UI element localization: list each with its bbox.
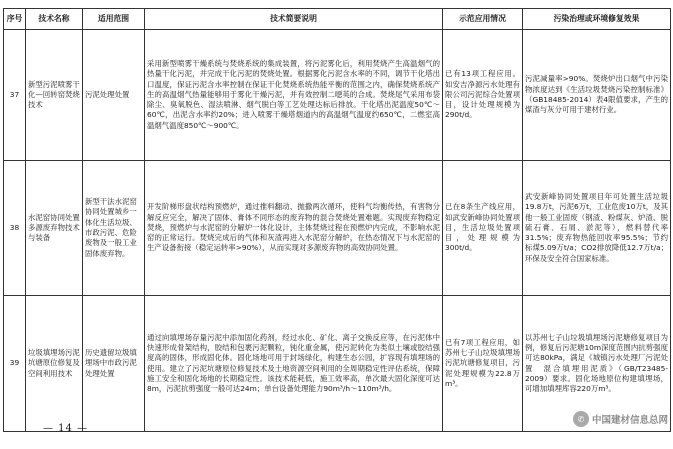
treatment-effect: 污泥减量率>90%。焚烧炉出口烟气中污染物浓度达到《生活垃圾焚烧污染控制标准》（GB18485-2014）表4限值要求，产生的煤渣与灰分可用于建材行业。 (523, 30, 671, 161)
col-header-effect: 污染治理或环境修复效果 (523, 9, 671, 30)
watermark (573, 411, 668, 427)
tech-scope: 新型干法水泥窑协同处置城乡一体化生活垃圾、市政污泥、危险废物及一般工业固体废弃物。 (83, 161, 145, 296)
demo-application: 已在8条生产线应用，如武安新峰协同处置项目，生活垃圾处置项目，处理规模为300t/d。 (443, 161, 523, 296)
tech-scope: 污泥处理处置 (83, 30, 145, 161)
wechat-icon: ✆ (573, 411, 589, 427)
row-number: 38 (4, 161, 26, 296)
table-header-row (4, 9, 671, 30)
tech-description: 通过向填埋场存量污泥中添加固化药剂，经过水化、矿化、离子交换反应等，在污泥体中快速形成骨架结构，胶结和包裹污泥颗粒，钝化重金属，使污泥转化为类似土壤或胶结强度高的固体，形成固化体。固化场地可用于封场绿化，构建生态公园，扩容现有填埋场的使用。建立了污泥坑塘原位修复技术及土地资源空间利用的全周期稳定性评估系统，保障施工安全和固化场地的长期稳定性。该技术能耗低，施工效率高，单次最大固化深度可达8m，污泥抗剪强度一般可达24m；单台设备处理能力90m³/h～110m³/h。 (145, 296, 443, 432)
table-row (4, 161, 671, 296)
tech-name: 水泥窑协同处置多源废弃物技术与装备 (26, 161, 83, 296)
page-number: — 14 — (43, 423, 89, 434)
col-header-desc: 技术简要说明 (145, 9, 443, 30)
col-header-scope: 适用范围 (83, 9, 145, 30)
demo-application: 已有7项工程应用，如苏州七子山垃圾填埋场污泥坑塘修复项目，污泥处理规模为22.8万m³。 (443, 296, 523, 432)
row-number: 39 (4, 296, 26, 432)
tech-description: 开发阶梯形盘状结构预燃炉，通过推料翻动、抛撒两次循环，使料气均衡传热，有害物分解反应完全，解决了固体、膏体不同形态的废弃物的混合焚烧处置难题。实现废弃物稳定焚烧，预燃炉与水泥窑的分解炉一体化设计，主体焚烧过程在预燃炉内完成，不影响水泥窑的正常运行。焚烧完成后的气体和灰渣再进入水泥窑分解炉，在热态情况下与水泥窑的生产设备衔接（稳定运转率>90%），从而实现对多源废弃物的高效协同处置。 (145, 161, 443, 296)
table-row (4, 30, 671, 161)
table-row (4, 296, 671, 432)
col-header-demo: 示范应用情况 (443, 9, 523, 30)
tech-name: 垃圾填埋场污泥坑塘原位修复及空间利用技术 (26, 296, 83, 432)
technology-table (3, 8, 671, 432)
demo-application: 已有13项工程应用。如安吉净源污水处理有限公司污泥综合处置项目，设计处理规模为290t/d。 (443, 30, 523, 161)
watermark-text: 中国建材信息总网 (591, 415, 668, 426)
tech-description: 采用新型喷雾干燥系统与焚烧系统的集成装置，将污泥雾化后，利用焚烧产生高温烟气的热量干化污泥，并完成干化污泥的焚烧处置。根据雾化污泥含水率的不同，调节干化塔出口温度，保证污泥含水率控制在保证干化焚烧系统热能平衡的范围之内，确保焚烧系统产生的高温烟气热量能够用于雾化干燥污泥，并有效控制二噁英的合成。焚烧尾气采用布袋除尘、臭氧脱色、湿法喷淋、烟气脱白等工艺处理达标后排放。干化塔出泥温度50℃～60℃，出泥含水率约20%；进入喷雾干燥塔烟道内的高温烟气温度约650℃，二燃室高温烟气温度850℃～900℃。 (145, 30, 443, 161)
treatment-effect: 武安新峰协同处置项目年可处置生活垃圾19.8万t，污泥6万t，工业危废10万t，及其他一般工业固废（钢渣、粉煤灰、炉渣、脱硫石膏、石屑、淤泥等），燃料替代率31.5%；废弃物热能回收率95.5%；节约标煤5.09万t/a；CO2排放降低12.7万t/a；环保及安全符合国家标准。 (523, 161, 671, 296)
row-number: 37 (4, 30, 26, 161)
col-header-no: 序号 (4, 9, 26, 30)
tech-name: 新型污泥喷雾干化—回转窑焚烧技术 (26, 30, 83, 161)
col-header-name: 技术名称 (26, 9, 83, 30)
treatment-effect: 以苏州七子山垃圾填埋场污泥塘修复项目为例，修复后污泥塘10m深度范围内抗剪强度可达80kPa，满足《城镇污水处理厂污泥处置 混合填埋用泥质》（GB/T23485-2009）要求。固化场地原位构建填埋场，可增加填埋库容220万m³。 (523, 296, 671, 432)
tech-scope: 历史遗留垃圾填埋场中市政污泥处理处置 (83, 296, 145, 432)
